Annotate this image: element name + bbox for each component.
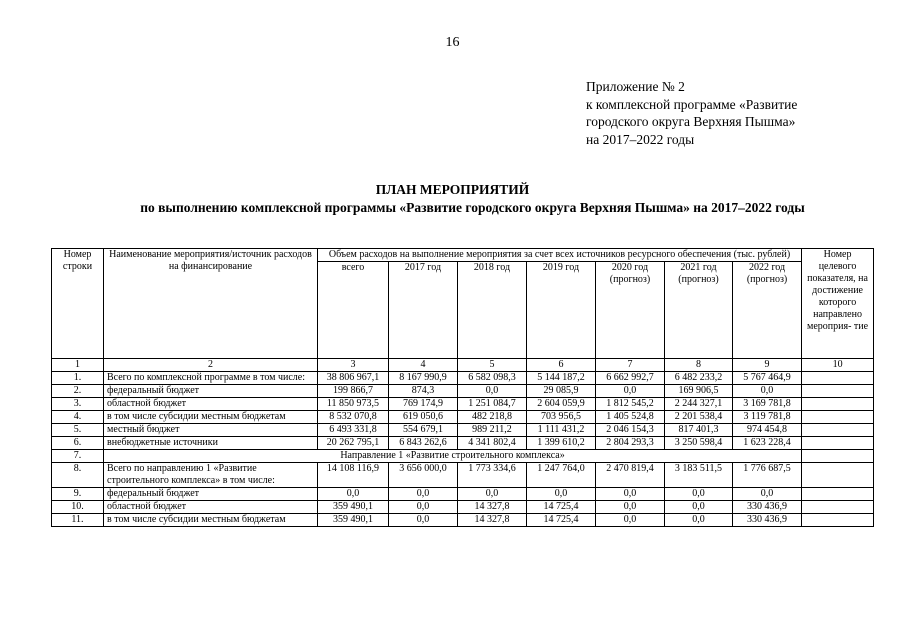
row-number: 10. [52, 501, 104, 514]
row-name: в том числе субсидии местным бюджетам [104, 411, 318, 424]
value-cell: 38 806 967,1 [318, 372, 389, 385]
value-cell: 0,0 [733, 385, 802, 398]
value-cell: 14 327,8 [458, 501, 527, 514]
row-number: 8. [52, 463, 104, 488]
value-cell: 1 623 228,4 [733, 437, 802, 450]
row-name: федеральный бюджет [104, 385, 318, 398]
column-index: 9 [733, 359, 802, 372]
row-number: 3. [52, 398, 104, 411]
value-cell: 11 850 973,5 [318, 398, 389, 411]
table-row [52, 372, 874, 385]
appendix-block [586, 78, 797, 148]
row-number: 7. [52, 450, 104, 463]
value-cell: 2 244 327,1 [665, 398, 733, 411]
value-cell: 3 656 000,0 [389, 463, 458, 488]
value-cell: 8 167 990,9 [389, 372, 458, 385]
target-cell [802, 385, 874, 398]
value-cell: 0,0 [596, 488, 665, 501]
row-name: в том числе субсидии местным бюджетам [104, 514, 318, 527]
table-row [52, 501, 874, 514]
value-cell: 2 804 293,3 [596, 437, 665, 450]
value-cell: 14 327,8 [458, 514, 527, 527]
value-cell: 6 662 992,7 [596, 372, 665, 385]
table-row [52, 437, 874, 450]
value-cell: 2 470 819,4 [596, 463, 665, 488]
value-cell: 330 436,9 [733, 501, 802, 514]
value-cell: 817 401,3 [665, 424, 733, 437]
header-year-2019: 2019 год [527, 262, 596, 359]
header-year-2022: 2022 год (прогноз) [733, 262, 802, 359]
value-cell: 20 262 795,1 [318, 437, 389, 450]
row-number: 9. [52, 488, 104, 501]
value-cell: 6 482 233,2 [665, 372, 733, 385]
row-number: 1. [52, 372, 104, 385]
row-number: 2. [52, 385, 104, 398]
table-row [52, 398, 874, 411]
column-index: 5 [458, 359, 527, 372]
page-number: 16 [445, 35, 460, 50]
value-cell: 0,0 [665, 514, 733, 527]
target-cell [802, 372, 874, 385]
document-title [0, 181, 905, 217]
value-cell: 0,0 [596, 385, 665, 398]
table-row [52, 488, 874, 501]
target-cell [802, 398, 874, 411]
column-index: 4 [389, 359, 458, 372]
table-body-direction-1 [52, 463, 874, 527]
value-cell: 0,0 [389, 488, 458, 501]
table-row [52, 514, 874, 527]
value-cell: 0,0 [665, 488, 733, 501]
value-cell: 1 773 334,6 [458, 463, 527, 488]
value-cell: 974 454,8 [733, 424, 802, 437]
column-index: 10 [802, 359, 874, 372]
value-cell: 330 436,9 [733, 514, 802, 527]
value-cell: 1 399 610,2 [527, 437, 596, 450]
value-cell: 0,0 [596, 501, 665, 514]
column-index: 3 [318, 359, 389, 372]
row-name: местный бюджет [104, 424, 318, 437]
value-cell: 482 218,8 [458, 411, 527, 424]
value-cell: 0,0 [389, 501, 458, 514]
appendix-line: Приложение № 2 [586, 79, 685, 94]
value-cell: 3 183 511,5 [665, 463, 733, 488]
table-body-direction [52, 450, 874, 463]
direction-title: Направление 1 «Развитие строительного комплекса» [104, 450, 802, 463]
value-cell: 619 050,6 [389, 411, 458, 424]
table-body-program [52, 372, 874, 450]
value-cell: 1 776 687,5 [733, 463, 802, 488]
column-index: 7 [596, 359, 665, 372]
value-cell: 199 866,7 [318, 385, 389, 398]
target-cell [802, 437, 874, 450]
value-cell: 3 119 781,8 [733, 411, 802, 424]
row-name: областной бюджет [104, 398, 318, 411]
target-cell [802, 450, 874, 463]
value-cell: 2 046 154,3 [596, 424, 665, 437]
target-cell [802, 424, 874, 437]
row-name: федеральный бюджет [104, 488, 318, 501]
row-name: областной бюджет [104, 501, 318, 514]
value-cell: 4 341 802,4 [458, 437, 527, 450]
table-row [52, 424, 874, 437]
value-cell: 989 211,2 [458, 424, 527, 437]
value-cell: 0,0 [665, 501, 733, 514]
header-year-2021: 2021 год (прогноз) [665, 262, 733, 359]
appendix-line: к комплексной программе «Развитие [586, 96, 798, 112]
value-cell: 0,0 [458, 488, 527, 501]
header-name: Наименование мероприятия/источник расходов на финансирование [104, 249, 318, 359]
appendix-line: на 2017–2022 годы [586, 131, 695, 147]
value-cell: 359 490,1 [318, 514, 389, 527]
header-year-2017: 2017 год [389, 262, 458, 359]
target-cell [802, 488, 874, 501]
value-cell: 2 201 538,4 [665, 411, 733, 424]
value-cell: 14 725,4 [527, 501, 596, 514]
target-cell [802, 514, 874, 527]
value-cell: 1 251 084,7 [458, 398, 527, 411]
row-name: Всего по комплексной программе в том числе: [104, 372, 318, 385]
target-cell [802, 463, 874, 488]
title-line-2: по выполнению комплексной программы «Развитие городского округа Верхняя Пышма» на 2017–2022 годы [140, 200, 805, 215]
column-index: 2 [104, 359, 318, 372]
table-row [52, 463, 874, 488]
value-cell: 0,0 [458, 385, 527, 398]
value-cell: 0,0 [318, 488, 389, 501]
table-row [52, 385, 874, 398]
value-cell: 874,3 [389, 385, 458, 398]
header-year-total: всего [318, 262, 389, 359]
value-cell: 554 679,1 [389, 424, 458, 437]
value-cell: 6 582 098,3 [458, 372, 527, 385]
value-cell: 6 843 262,6 [389, 437, 458, 450]
value-cell: 14 108 116,9 [318, 463, 389, 488]
row-name: Всего по направлению 1 «Развитие строительного комплекса» в том числе: [104, 463, 318, 488]
row-number: 4. [52, 411, 104, 424]
value-cell: 1 111 431,2 [527, 424, 596, 437]
header-target: Номер целевого показателя, на достижение которого направлено мероприя- тие [802, 249, 874, 359]
table-row [52, 411, 874, 424]
value-cell: 0,0 [733, 488, 802, 501]
value-cell: 769 174,9 [389, 398, 458, 411]
header-volume: Объем расходов на выполнение мероприятия за счет всех источников ресурсного обеспечения (тыс. рублей) [318, 249, 802, 262]
row-number: 11. [52, 514, 104, 527]
header-year-2020: 2020 год (прогноз) [596, 262, 665, 359]
value-cell: 703 956,5 [527, 411, 596, 424]
target-cell [802, 501, 874, 514]
value-cell: 5 144 187,2 [527, 372, 596, 385]
value-cell: 1 812 545,2 [596, 398, 665, 411]
column-index: 6 [527, 359, 596, 372]
value-cell: 6 493 331,8 [318, 424, 389, 437]
header-row-number: Номер строки [52, 249, 104, 359]
appendix-line: городского округа Верхняя Пышма» [586, 114, 796, 129]
title-line-1: ПЛАН МЕРОПРИЯТИЙ [375, 182, 530, 197]
value-cell: 359 490,1 [318, 501, 389, 514]
value-cell: 0,0 [596, 514, 665, 527]
row-number: 6. [52, 437, 104, 450]
value-cell: 169 906,5 [665, 385, 733, 398]
column-index: 8 [665, 359, 733, 372]
value-cell: 14 725,4 [527, 514, 596, 527]
column-index: 1 [52, 359, 104, 372]
plan-table [51, 248, 874, 527]
column-index-row [52, 359, 874, 372]
value-cell: 1 405 524,8 [596, 411, 665, 424]
value-cell: 29 085,9 [527, 385, 596, 398]
row-name: внебюджетные источники [104, 437, 318, 450]
target-cell [802, 411, 874, 424]
value-cell: 0,0 [389, 514, 458, 527]
header-year-2018: 2018 год [458, 262, 527, 359]
value-cell: 5 767 464,9 [733, 372, 802, 385]
value-cell: 1 247 764,0 [527, 463, 596, 488]
value-cell: 2 604 059,9 [527, 398, 596, 411]
value-cell: 3 250 598,4 [665, 437, 733, 450]
row-number: 5. [52, 424, 104, 437]
value-cell: 0,0 [527, 488, 596, 501]
direction-row [52, 450, 874, 463]
value-cell: 3 169 781,8 [733, 398, 802, 411]
value-cell: 8 532 070,8 [318, 411, 389, 424]
